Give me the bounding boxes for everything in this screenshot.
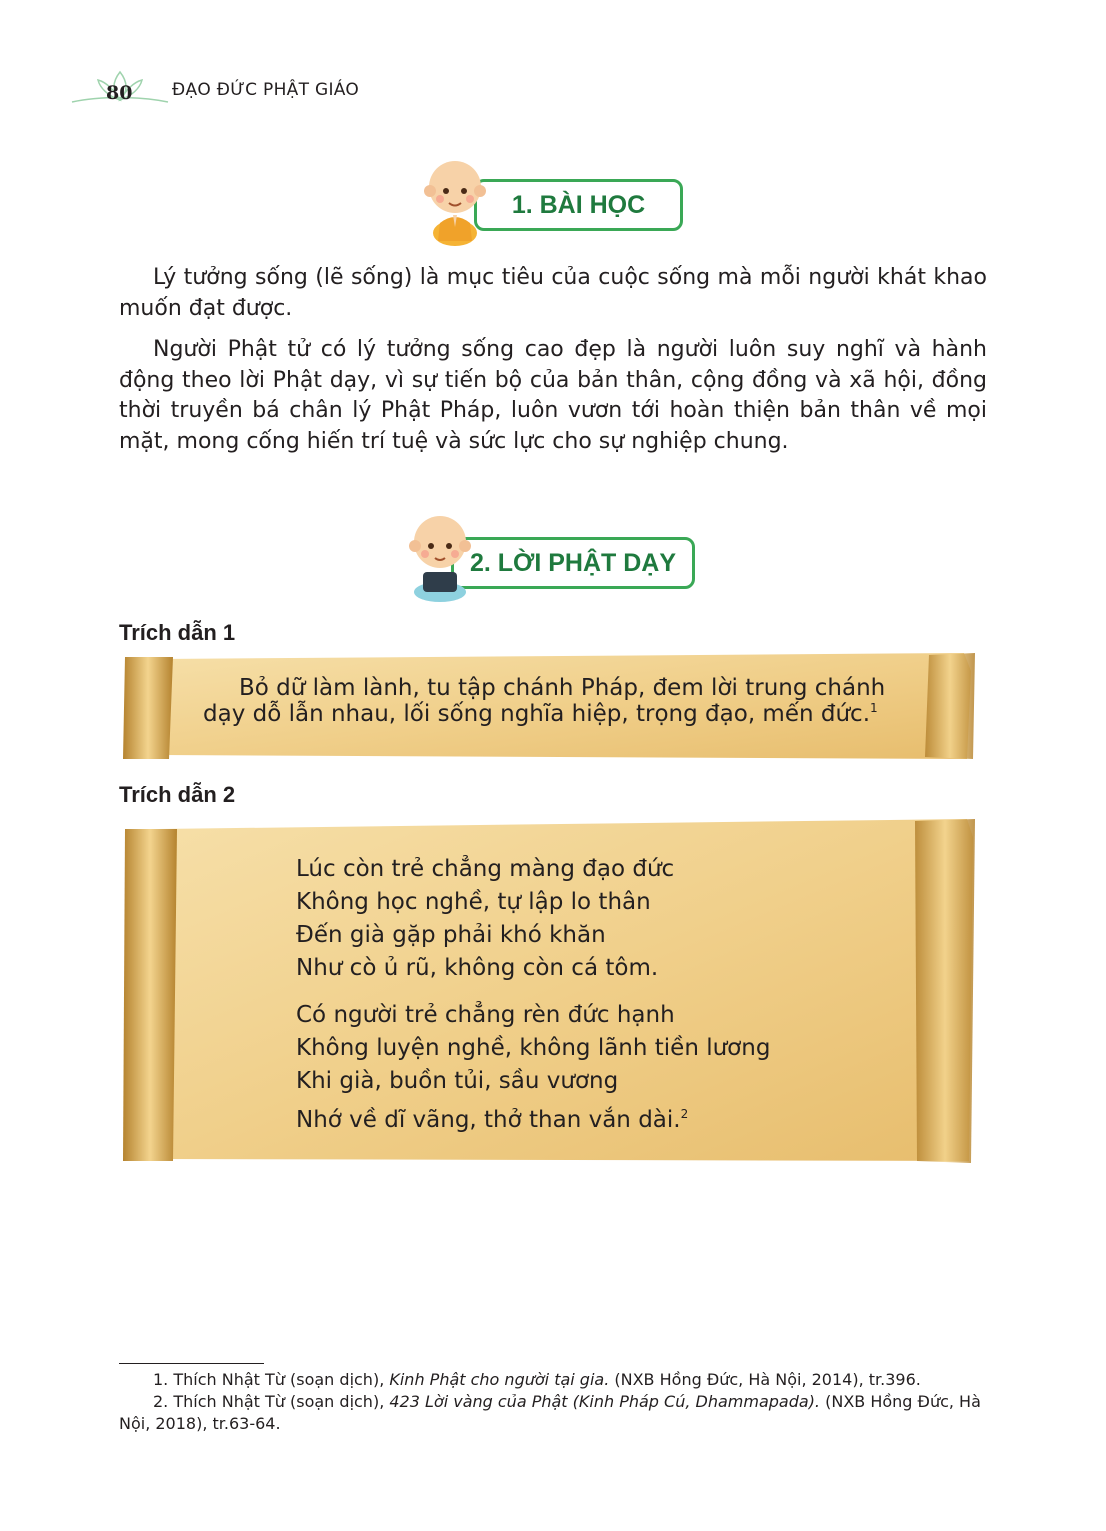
running-title: ĐẠO ĐỨC PHẬT GIÁO	[172, 80, 360, 100]
monk-reading-icon	[405, 510, 475, 605]
footnote-mark-2: 2	[680, 1107, 689, 1121]
monk-praying-icon	[420, 153, 490, 248]
footnote-1: 1. Thích Nhật Từ (soạn dịch), Kinh Phật cho người tại gia. (NXB Hồng Đức, Hà Nội, 2014), tr.396.	[153, 1370, 921, 1389]
quote-1-text	[203, 675, 963, 727]
footnote-divider	[119, 1363, 264, 1364]
quote-2-scroll	[119, 815, 977, 1167]
poem-line-last: Nhớ về dĩ vãng, thở than vắn dài.$^2$	[296, 1107, 689, 1133]
paragraph-2: Người Phật tử có lý tưởng sống cao đẹp là người luôn suy nghĩ và hành động theo lời Phật dạy, vì sự tiến bộ của bản thân, cộng đồng và xã hội, đồng thời truyền bá chân lý Phật Pháp, luôn vươn tới hoàn thiện bản thân về mọi mặt, mong cống hiến trí tuệ và sức lực cho sự nghiệp chung.	[119, 337, 987, 454]
paragraph-1: Lý tưởng sống (lẽ sống) là mục tiêu của cuộc sống mà mỗi người khát khao muốn đạt được.	[119, 265, 987, 321]
poem-line: Như cò ủ rũ, không còn cá tôm.	[296, 955, 659, 981]
quote-1-label: Trích dẫn 1	[119, 620, 236, 645]
footnotes	[119, 1369, 989, 1435]
quote-2-poem	[296, 853, 856, 1137]
section-2-title: 2. LỜI PHẬT DẠY	[451, 537, 695, 589]
poem-line: Đến già gặp phải khó khăn	[296, 922, 606, 948]
page-number: 80	[106, 82, 133, 104]
poem-line: Lúc còn trẻ chẳng màng đạo đức	[296, 856, 675, 882]
poem-line: Không học nghề, tự lập lo thân	[296, 889, 651, 915]
poem-line: Có người trẻ chẳng rèn đức hạnh	[296, 1002, 675, 1028]
poem-line: Khi già, buồn tủi, sầu vương	[296, 1068, 619, 1094]
footnote-2: 2. Thích Nhật Từ (soạn dịch), 423 Lời vàng của Phật (Kinh Pháp Cú, Dhammapada). (NXB Hồng Đức, Hà Nội, 2018), tr.63-64.	[119, 1392, 981, 1433]
quote-1-line-1: Bỏ dữ làm lành, tu tập chánh Pháp, đem lời trung chánh	[239, 675, 886, 701]
quote-1-line-2: dạy dỗ lẫn nhau, lối sống nghĩa hiệp, trọng đạo, mến đức.$^1$	[203, 701, 878, 727]
poem-line: Không luyện nghề, không lãnh tiền lương	[296, 1035, 771, 1061]
quote-1-scroll	[119, 651, 977, 763]
quote-2-label: Trích dẫn 2	[119, 782, 236, 807]
section-1-title: 1. BÀI HỌC	[474, 179, 683, 231]
footnote-mark-1: 1	[870, 701, 878, 715]
section-1-badge	[420, 153, 685, 248]
section-2-badge	[405, 510, 700, 605]
page-header	[70, 66, 390, 112]
